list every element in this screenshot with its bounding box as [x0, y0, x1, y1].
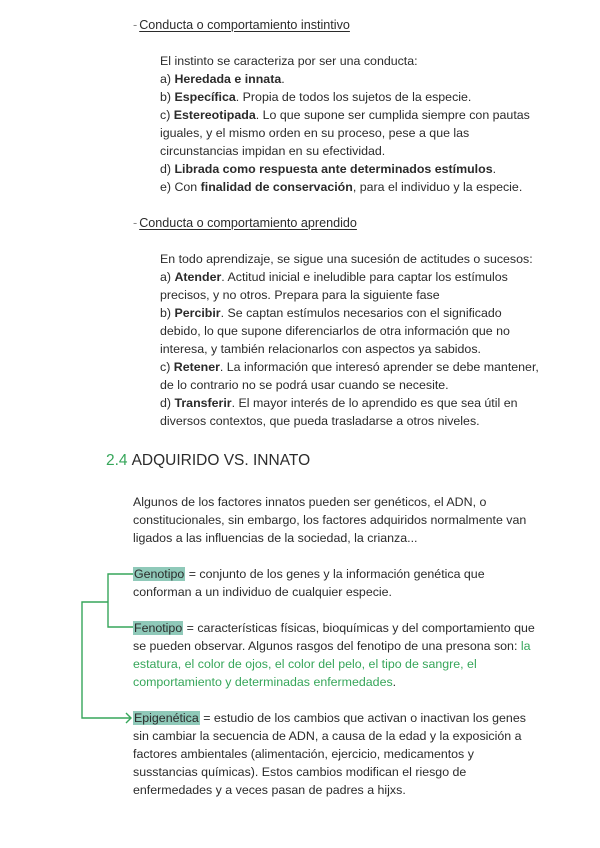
epigenetica-line5: enfermedades y a veces pasan de padres a hijxs. — [133, 783, 406, 797]
heading-dash: - — [133, 216, 138, 230]
heading-dash: - — [133, 18, 138, 32]
instinto-item-d: d) Librada como respuesta ante determinados estímulos. — [160, 162, 497, 176]
genotipo-term: Genotipo — [134, 567, 185, 581]
term-bold: Librada como respuesta ante determinados estímulos — [174, 162, 493, 176]
section-number: 2.4 — [106, 452, 128, 469]
aprendido-item-d-line2: diversos contextos, que pueda trasladarse a otros niveles. — [160, 414, 480, 428]
term-bold: Específica — [174, 90, 236, 104]
instinto-item-c-line2: iguales, y el mismo orden en su proceso, pese a que las — [160, 126, 470, 140]
section-intro-line2: constitucionales, sin embargo, los factores adquiridos normalmente van — [133, 513, 527, 527]
heading-text: Conducta o comportamiento instintivo — [139, 18, 350, 32]
genotipo-definition: Genotipo = conjunto de los genes y la información genética que — [134, 567, 485, 581]
fenotipo-line3: estatura, el color de ojos, el color del pelo, el tipo de sangre, el — [133, 657, 477, 671]
aprendido-item-b-line3: interesa, y también relacionarlos con aspectos ya sabidos. — [160, 342, 481, 356]
aprendido-item-a-line2: precisos, y no otros. Prepara para la siguiente fase — [160, 288, 440, 302]
genotipo-line2: conforman a un individuo de cualquier especie. — [133, 585, 392, 599]
aprendido-item-b-line2: debido, lo que supone diferenciarlos de otra información que no — [160, 324, 510, 338]
aprendido-item-d: d) Transferir. El mayor interés de lo aprendido es que sea útil en — [160, 396, 518, 410]
fenotipo-line2: se pueden observar. Algunos rasgos del fenotipo de una presona son: la — [133, 639, 531, 653]
instinto-item-b: b) Específica. Propia de todos los sujetos de la especie. — [160, 90, 472, 104]
epigenetica-line2: sin cambiar la secuencia de ADN, a causa de la edad y la exposición a — [133, 729, 522, 743]
term-bold: Percibir — [174, 306, 221, 320]
fenotipo-line4: comportamiento y determinadas enfermedades. — [133, 675, 397, 689]
epigenetica-line4: susstancias químicas). Estos cambios modifican el riesgo de — [133, 765, 467, 779]
term-bold: Heredada e innata — [174, 72, 282, 86]
aprendido-item-c-line2: de lo contrario no se podrá usar cuando se necesite. — [160, 378, 449, 392]
heading-text: Conducta o comportamiento aprendido — [139, 216, 357, 230]
aprendido-item-c: c) Retener. La información que interesó aprender se debe mantener, — [160, 360, 539, 374]
fenotipo-term: Fenotipo — [134, 621, 183, 635]
term-bold: Atender — [174, 270, 222, 284]
epigenetica-term: Epigenética — [134, 711, 199, 725]
epigenetica-definition: Epigenética = estudio de los cambios que activan o inactivan los genes — [134, 711, 526, 725]
aprendido-intro: En todo aprendizaje, se sigue una sucesión de actitudes o sucesos: — [160, 252, 533, 266]
instinto-item-c-line3: circunstancias impidan en su efectividad. — [160, 144, 386, 158]
section-intro-line1: Algunos de los factores innatos pueden ser genéticos, el ADN, o — [133, 495, 487, 509]
fenotipo-definition: Fenotipo = características físicas, bioquímicas y del comportamiento que — [134, 621, 535, 635]
term-bold: finalidad de conservación — [200, 180, 353, 194]
section-title-text: ADQUIRIDO VS. INNATO — [131, 452, 311, 469]
term-bold: Estereotipada — [173, 108, 256, 122]
instinto-item-e: e) Con finalidad de conservación, para el individuo y la especie. — [160, 180, 523, 194]
term-bold: Retener — [173, 360, 220, 374]
epigenetica-line3: factores ambientales (alimentación, ejercicio, medicamentos y — [133, 747, 474, 761]
fenotipo-examples: la — [520, 639, 531, 653]
aprendido-item-a: a) Atender. Actitud inicial e ineludible para captar los estímulos — [160, 270, 508, 284]
term-bold: Transferir — [174, 396, 232, 410]
aprendido-item-b: b) Percibir. Se captan estímulos necesarios con el significado — [160, 306, 502, 320]
instinto-item-a: a) Heredada e innata. — [160, 72, 285, 86]
instinto-item-c: c) Estereotipada. Lo que supone ser cumplida siempre con pautas — [160, 108, 530, 122]
instinto-intro: El instinto se caracteriza por ser una conducta: — [160, 54, 418, 68]
section-intro-line3: ligados a las influencias de la sociedad, la crianza... — [133, 531, 418, 545]
